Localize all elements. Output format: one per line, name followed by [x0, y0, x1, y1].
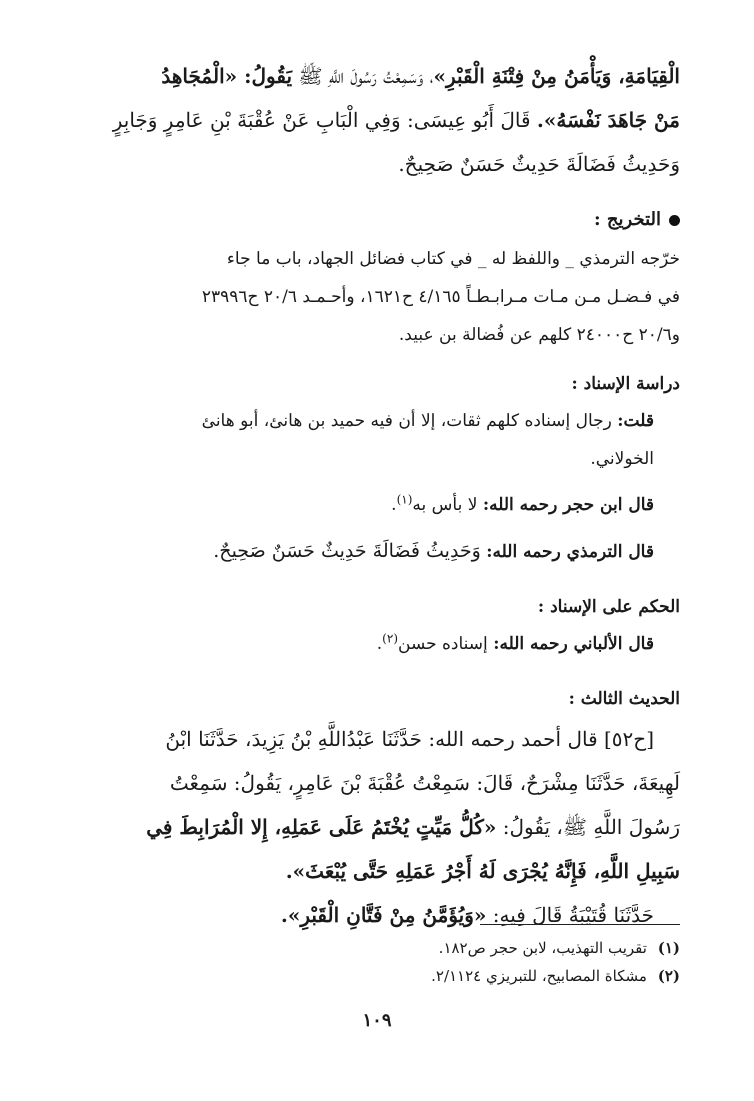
- footnote-ref: (١): [396, 492, 413, 507]
- tirmidhi-label: قال الترمذي رحمه الله:: [486, 542, 654, 562]
- hadith-text: [ح٥٢] قال أحمد رحمه الله: حَدَّثَنَا عَبْدُاللَّهِ بْنُ يَزِيدَ، حَدَّثَنَا ابْنُ: [165, 727, 654, 751]
- hadith-text-bold: يَقُولُ: «الْمُجَاهِدُ: [161, 64, 293, 88]
- tirmidhi-text: وَحَدِيثُ فَضَالَةَ حَدِيثٌ حَسَنٌ صَحِيحٌ.: [213, 540, 481, 562]
- hadith-text: رَسُولَ اللَّهِ ﷺ، يَقُولُ:: [502, 815, 680, 839]
- qultu-label: قلت:: [617, 411, 654, 431]
- hadith-text-bold: سَبِيلِ اللَّهِ، فَإِنَّهُ يُجْرَى لَهُ أَجْرُ عَمَلِهِ حَتَّى يُبْعَثَ».: [285, 859, 680, 883]
- footnote-ref: (٢): [382, 631, 398, 646]
- takhrij-heading: [74, 200, 680, 240]
- takhrij-line: خرّجه الترمذي _ واللفظ له _ في كتاب فضائل الجهاد، باب ما جاء: [226, 249, 680, 269]
- footnote-item: [80, 962, 680, 990]
- takhrij-body: [74, 240, 680, 354]
- footnote-text: مشكاة المصابيح، للتبريزي ٢/١١٢٤.: [431, 967, 647, 985]
- footnotes: [80, 934, 680, 990]
- takhrij-line: و٢٠/٦ ح٢٤٠٠٠ كلهم عن فُضالة بن عبيد.: [398, 325, 680, 345]
- footnote-item: [80, 934, 680, 962]
- tirmidhi-quote: [74, 532, 680, 571]
- footnote-number: (١): [657, 939, 680, 957]
- ibn-hajar-quote: [74, 486, 680, 524]
- hadith-text: لَهِيعَةَ، حَدَّثَنَا مِشْرَحٌ، قَالَ: سَمِعْتُ عُقْبَةَ بْنَ عَامِرٍ، يَقُولُ: سَمِعْتُ: [169, 771, 680, 795]
- hadith-text: حَدَّثَنَا قُتَيْبَةُ قَالَ فِيهِ:: [492, 903, 654, 927]
- page-number: ١٠٩: [362, 1010, 392, 1031]
- period: .: [391, 495, 397, 515]
- qultu-text: الخولاني.: [590, 449, 654, 469]
- hadith-text: قَالَ أَبُو عِيسَى: وَفِي الْبَابِ عَنْ عُقْبَةَ بْنِ عَامِرٍ وَجَابِرٍ: [112, 108, 531, 132]
- hadith-text-bold: «كُلُّ مَيِّتٍ يُخْتَمُ عَلَى عَمَلِهِ، إِلا الْمُرَابِطَ فِي: [146, 815, 497, 839]
- footnote-text: تقريب التهذيب، لابن حجر ص١٨٢.: [438, 939, 647, 957]
- takhrij-line: في فـضـل مـن مـات مـرابـطـاً ٤/١٦٥ ح١٦٢١، وأحـمـد ٢٠/٦ ح٢٣٩٩٦: [201, 287, 680, 307]
- takhrij-title: التخريج :: [593, 209, 661, 230]
- qultu-paragraph: [74, 402, 680, 478]
- third-hadith-body: [74, 717, 680, 937]
- period: .: [376, 634, 383, 654]
- albani-text: إسناده حسن: [398, 634, 488, 654]
- hadith-continuation: [74, 54, 680, 186]
- bullet-icon: [669, 215, 680, 226]
- hadith-text-bold: «وَيُؤَمَّنُ مِنْ فَتَّانِ الْقَبْرِ».: [280, 903, 487, 927]
- albani-quote: [74, 625, 680, 663]
- hadith-text-bold: الْقِيَامَةِ، وَيَأْمَنُ مِنْ فِتْنَةِ الْقَبْرِ»: [433, 64, 680, 88]
- qultu-text: رجال إسناده كلهم ثقات، إلا أن فيه حميد بن هانئ، أبو هانئ: [201, 411, 612, 431]
- ruling-heading: الحكم على الإسناد :: [537, 597, 680, 617]
- hadith-text: ، وَسَمِعْتُ رَسُولَ اللَّهِ ﷺ: [298, 64, 434, 88]
- hadith-text-bold: مَنْ جَاهَدَ نَفْسَهُ».: [536, 108, 680, 132]
- hadith-text: وَحَدِيثُ فَضَالَةَ حَدِيثٌ حَسَنٌ صَحِيحٌ.: [398, 152, 680, 176]
- ibn-hajar-text: لا بأس به: [412, 495, 478, 515]
- third-hadith-heading: الحديث الثالث :: [568, 689, 680, 709]
- albani-label: قال الألباني رحمه الله:: [493, 634, 654, 654]
- page-body: [74, 54, 680, 937]
- footnote-number: (٢): [657, 967, 680, 985]
- footnote-divider: [480, 924, 680, 925]
- ibn-hajar-label: قال ابن حجر رحمه الله:: [482, 495, 654, 515]
- isnad-study-heading: دراسة الإسناد :: [571, 374, 680, 394]
